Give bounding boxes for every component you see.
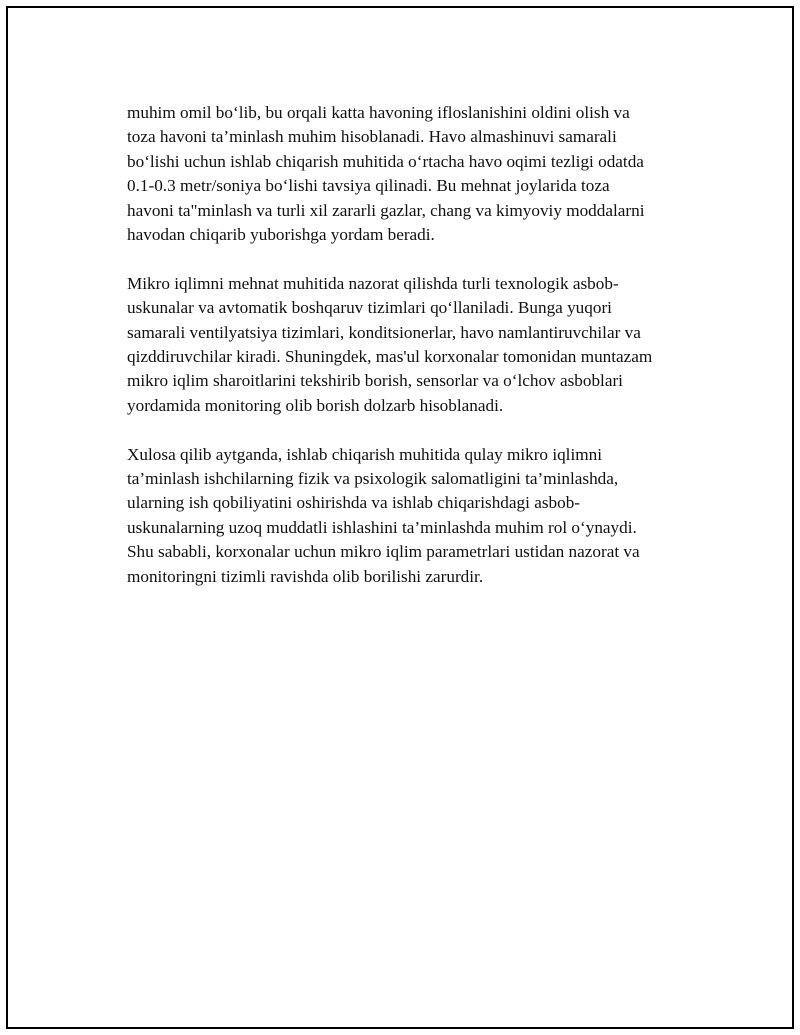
page-frame — [6, 6, 794, 1029]
paragraph-1: muhim omil bo‘lib, bu orqali katta havoning ifloslanishini oldini olish va toza havoni ta’minlash muhim hisoblanadi. Havo almashinuvi samarali bo‘lishi uchun ishlab chiqarish muhitida o‘rtacha havo oqimi tezligi odatda 0.1-0.3 metr/soniya bo‘lishi tavsiya qilinadi. Bu mehnat joylarida toza havoni ta"minlash va turli xil zararli gazlar, chang va kimyoviy moddalarni havodan chiqarib yuborishga yordam beradi. — [127, 103, 645, 245]
paragraph-2: Mikro iqlimni mehnat muhitida nazorat qilishda turli texnologik asbob- uskunalar va avtomatik boshqaruv tizimlari qo‘llaniladi. Bunga yuqori samarali ventilyatsiya tizimlari, konditsionerlar, havo namlantiruvchilar va qizddiruvchilar kiradi. Shuningdek, mas'ul korxonalar tomonidan muntazam mikro iqlim sharoitlarini tekshirib borish, sensorlar va o‘lchov asboblari yordamida monitoring olib borish dolzarb hisoblanadi. — [127, 273, 653, 415]
paragraph-3: Xulosa qilib aytganda, ishlab chiqarish muhitida qulay mikro iqlimni ta’minlash ishchilarning fizik va psixologik salomatligini ta’minlashda, ularning ish qobiliyatini oshirishda va ishlab chiqarishdagi asbob- uskunalarning uzoq muddatli ishlashini ta’minlashda muhim rol o‘ynaydi. Shu sababli, korxonalar uchun mikro iqlim parametrlari ustidan nazorat va monitoringni tizimli ravishda olib borilishi zarurdir. — [127, 444, 640, 586]
document-body — [127, 101, 707, 613]
